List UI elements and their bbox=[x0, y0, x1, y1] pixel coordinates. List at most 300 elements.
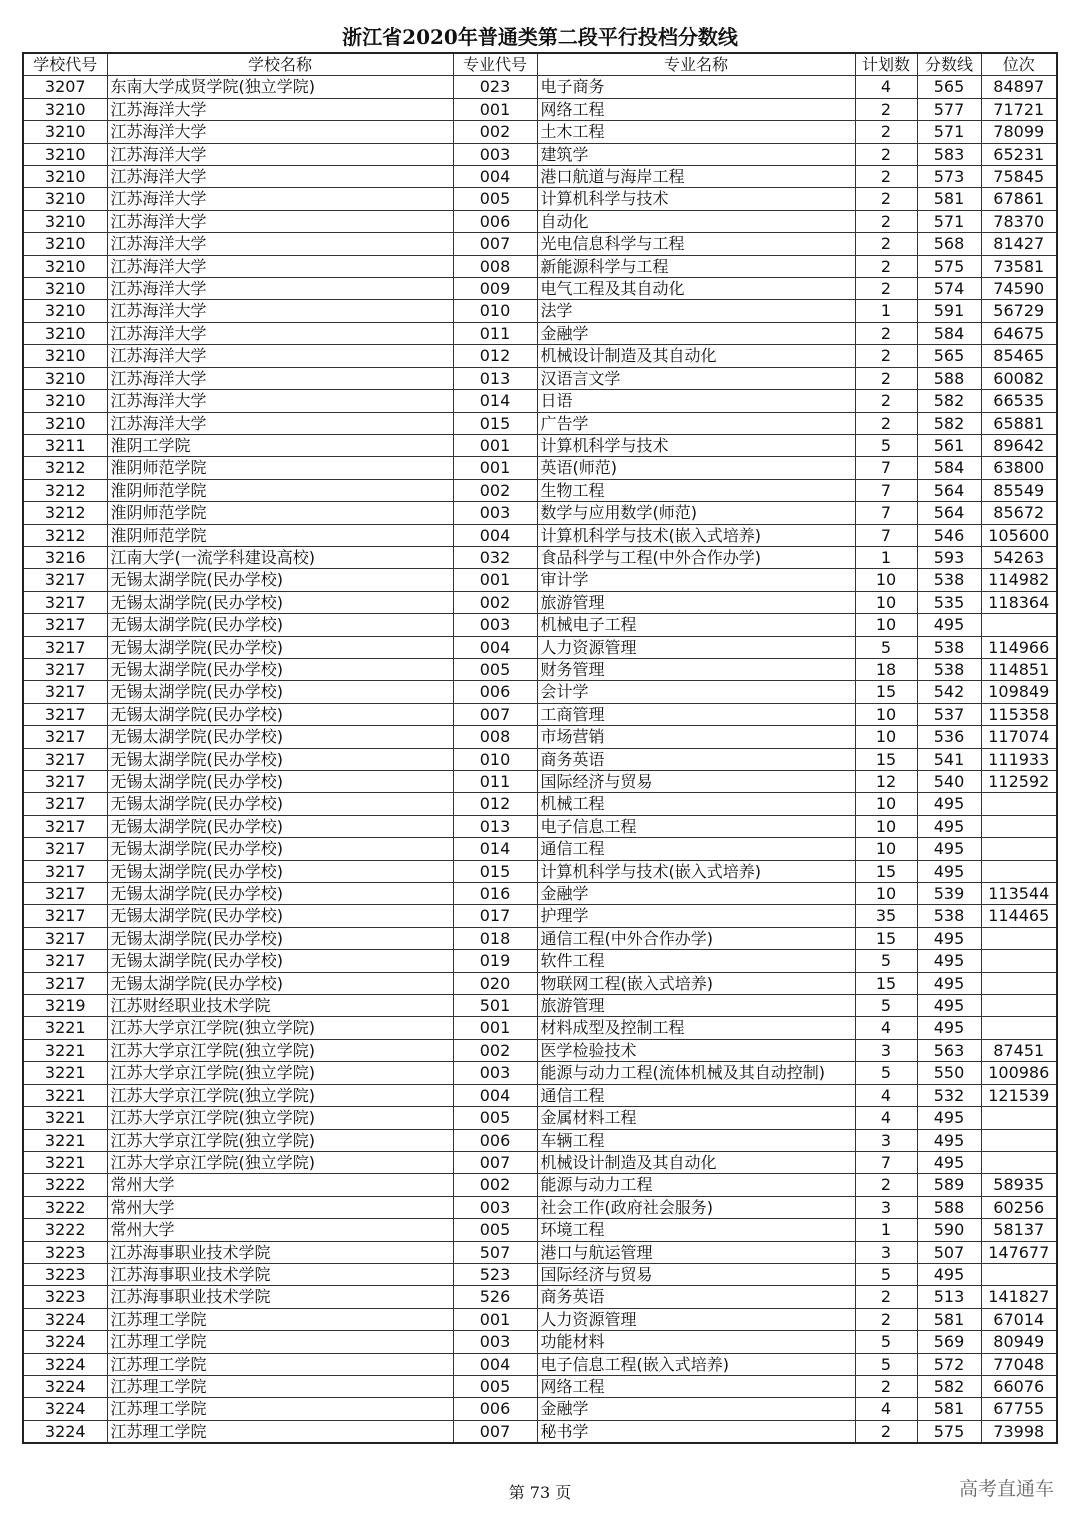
school-code-cell: 3212 bbox=[23, 479, 107, 501]
watermark: 高考直通车 bbox=[958, 1478, 1054, 1500]
school-name-cell: 无锡太湖学院(民办学校) bbox=[107, 793, 453, 815]
major-code-cell: 014 bbox=[453, 838, 537, 860]
school-name-cell: 江南大学(一流学科建设高校) bbox=[107, 546, 453, 568]
major-name-cell: 电子信息工程 bbox=[537, 815, 855, 837]
table-row bbox=[23, 166, 1057, 188]
score-line-cell: 583 bbox=[917, 143, 981, 165]
plan-count-cell: 5 bbox=[855, 1331, 917, 1353]
major-code-cell: 526 bbox=[453, 1286, 537, 1308]
rank-cell: 56729 bbox=[981, 300, 1057, 322]
score-line-cell: 593 bbox=[917, 546, 981, 568]
school-code-cell: 3210 bbox=[23, 210, 107, 232]
score-line-cell: 581 bbox=[917, 1308, 981, 1330]
table-row bbox=[23, 838, 1057, 860]
major-name-cell: 新能源科学与工程 bbox=[537, 255, 855, 277]
school-code-cell: 3217 bbox=[23, 636, 107, 658]
rank-cell: 74590 bbox=[981, 278, 1057, 300]
major-name-cell: 自动化 bbox=[537, 210, 855, 232]
table-row bbox=[23, 300, 1057, 322]
col-score-line: 分数线 bbox=[917, 53, 981, 76]
plan-count-cell: 5 bbox=[855, 1062, 917, 1084]
major-name-cell: 网络工程 bbox=[537, 1375, 855, 1397]
major-code-cell: 001 bbox=[453, 569, 537, 591]
rank-cell: 58935 bbox=[981, 1174, 1057, 1196]
rank-cell bbox=[981, 838, 1057, 860]
major-code-cell: 523 bbox=[453, 1263, 537, 1285]
score-line-cell: 532 bbox=[917, 1084, 981, 1106]
school-code-cell: 3217 bbox=[23, 838, 107, 860]
school-code-cell: 3223 bbox=[23, 1241, 107, 1263]
school-name-cell: 江苏大学京江学院(独立学院) bbox=[107, 1129, 453, 1151]
major-name-cell: 财务管理 bbox=[537, 658, 855, 680]
school-code-cell: 3210 bbox=[23, 345, 107, 367]
school-code-cell: 3217 bbox=[23, 860, 107, 882]
table-row bbox=[23, 1174, 1057, 1196]
score-line-cell: 577 bbox=[917, 98, 981, 120]
school-name-cell: 江苏海洋大学 bbox=[107, 210, 453, 232]
major-name-cell: 计算机科学与技术 bbox=[537, 188, 855, 210]
major-name-cell: 法学 bbox=[537, 300, 855, 322]
plan-count-cell: 5 bbox=[855, 636, 917, 658]
rank-cell: 75845 bbox=[981, 166, 1057, 188]
major-name-cell: 网络工程 bbox=[537, 98, 855, 120]
table-row bbox=[23, 748, 1057, 770]
score-line-cell: 495 bbox=[917, 614, 981, 636]
school-name-cell: 江苏海洋大学 bbox=[107, 233, 453, 255]
school-name-cell: 常州大学 bbox=[107, 1174, 453, 1196]
school-name-cell: 江苏理工学院 bbox=[107, 1331, 453, 1353]
table-row bbox=[23, 1263, 1057, 1285]
score-line-cell: 582 bbox=[917, 390, 981, 412]
table-row bbox=[23, 771, 1057, 793]
score-line-cell: 495 bbox=[917, 793, 981, 815]
major-code-cell: 006 bbox=[453, 210, 537, 232]
major-name-cell: 金融学 bbox=[537, 1398, 855, 1420]
plan-count-cell: 4 bbox=[855, 1107, 917, 1129]
rank-cell: 78099 bbox=[981, 121, 1057, 143]
plan-count-cell: 2 bbox=[855, 278, 917, 300]
score-line-cell: 513 bbox=[917, 1286, 981, 1308]
major-code-cell: 002 bbox=[453, 121, 537, 143]
rank-cell: 105600 bbox=[981, 524, 1057, 546]
major-name-cell: 能源与动力工程(流体机械及其自动控制) bbox=[537, 1062, 855, 1084]
school-name-cell: 常州大学 bbox=[107, 1219, 453, 1241]
rank-cell: 73581 bbox=[981, 255, 1057, 277]
major-name-cell: 机械工程 bbox=[537, 793, 855, 815]
school-code-cell: 3212 bbox=[23, 524, 107, 546]
major-code-cell: 007 bbox=[453, 1151, 537, 1173]
table-row bbox=[23, 591, 1057, 613]
major-name-cell: 港口航道与海岸工程 bbox=[537, 166, 855, 188]
school-name-cell: 无锡太湖学院(民办学校) bbox=[107, 636, 453, 658]
major-code-cell: 013 bbox=[453, 367, 537, 389]
major-name-cell: 金融学 bbox=[537, 322, 855, 344]
major-name-cell: 电子信息工程(嵌入式培养) bbox=[537, 1353, 855, 1375]
major-code-cell: 007 bbox=[453, 1420, 537, 1443]
plan-count-cell: 2 bbox=[855, 412, 917, 434]
page-title: 浙江省2020年普通类第二段平行投档分数线 bbox=[342, 25, 738, 49]
school-code-cell: 3217 bbox=[23, 703, 107, 725]
rank-cell: 60082 bbox=[981, 367, 1057, 389]
major-code-cell: 010 bbox=[453, 300, 537, 322]
score-line-cell: 568 bbox=[917, 233, 981, 255]
school-code-cell: 3217 bbox=[23, 883, 107, 905]
school-name-cell: 无锡太湖学院(民办学校) bbox=[107, 614, 453, 636]
school-code-cell: 3217 bbox=[23, 927, 107, 949]
rank-cell: 85549 bbox=[981, 479, 1057, 501]
major-name-cell: 功能材料 bbox=[537, 1331, 855, 1353]
score-line-cell: 507 bbox=[917, 1241, 981, 1263]
col-major-code: 专业代号 bbox=[453, 53, 537, 76]
rank-cell bbox=[981, 1263, 1057, 1285]
col-plan-count: 计划数 bbox=[855, 53, 917, 76]
school-name-cell: 淮阴师范学院 bbox=[107, 524, 453, 546]
major-code-cell: 023 bbox=[453, 76, 537, 98]
major-code-cell: 002 bbox=[453, 1174, 537, 1196]
score-line-cell: 541 bbox=[917, 748, 981, 770]
major-name-cell: 旅游管理 bbox=[537, 995, 855, 1017]
major-name-cell: 机械设计制造及其自动化 bbox=[537, 1151, 855, 1173]
plan-count-cell: 15 bbox=[855, 681, 917, 703]
school-name-cell: 无锡太湖学院(民办学校) bbox=[107, 703, 453, 725]
school-name-cell: 东南大学成贤学院(独立学院) bbox=[107, 76, 453, 98]
school-code-cell: 3217 bbox=[23, 793, 107, 815]
school-code-cell: 3221 bbox=[23, 1107, 107, 1129]
plan-count-cell: 10 bbox=[855, 815, 917, 837]
major-name-cell: 计算机科学与技术 bbox=[537, 434, 855, 456]
major-code-cell: 007 bbox=[453, 703, 537, 725]
school-name-cell: 无锡太湖学院(民办学校) bbox=[107, 883, 453, 905]
score-line-cell: 564 bbox=[917, 502, 981, 524]
rank-cell: 65231 bbox=[981, 143, 1057, 165]
plan-count-cell: 12 bbox=[855, 771, 917, 793]
school-code-cell: 3217 bbox=[23, 726, 107, 748]
major-code-cell: 020 bbox=[453, 972, 537, 994]
plan-count-cell: 2 bbox=[855, 233, 917, 255]
major-code-cell: 006 bbox=[453, 1129, 537, 1151]
table-row bbox=[23, 569, 1057, 591]
school-code-cell: 3219 bbox=[23, 995, 107, 1017]
rank-cell bbox=[981, 1151, 1057, 1173]
school-name-cell: 江苏海洋大学 bbox=[107, 322, 453, 344]
plan-count-cell: 3 bbox=[855, 1241, 917, 1263]
major-code-cell: 003 bbox=[453, 1331, 537, 1353]
major-code-cell: 006 bbox=[453, 1398, 537, 1420]
school-code-cell: 3210 bbox=[23, 300, 107, 322]
score-line-cell: 538 bbox=[917, 636, 981, 658]
table-row bbox=[23, 233, 1057, 255]
score-line-cell: 537 bbox=[917, 703, 981, 725]
table-row bbox=[23, 121, 1057, 143]
school-code-cell: 3212 bbox=[23, 457, 107, 479]
rank-cell: 87451 bbox=[981, 1039, 1057, 1061]
school-code-cell: 3210 bbox=[23, 412, 107, 434]
major-code-cell: 006 bbox=[453, 681, 537, 703]
major-name-cell: 医学检验技术 bbox=[537, 1039, 855, 1061]
score-line-cell: 584 bbox=[917, 457, 981, 479]
school-name-cell: 无锡太湖学院(民办学校) bbox=[107, 569, 453, 591]
rank-cell bbox=[981, 860, 1057, 882]
rank-cell: 117074 bbox=[981, 726, 1057, 748]
score-line-cell: 542 bbox=[917, 681, 981, 703]
school-name-cell: 无锡太湖学院(民办学校) bbox=[107, 860, 453, 882]
score-line-cell: 535 bbox=[917, 591, 981, 613]
plan-count-cell: 2 bbox=[855, 143, 917, 165]
school-name-cell: 江苏理工学院 bbox=[107, 1308, 453, 1330]
table-row bbox=[23, 367, 1057, 389]
table-row bbox=[23, 703, 1057, 725]
plan-count-cell: 7 bbox=[855, 502, 917, 524]
plan-count-cell: 1 bbox=[855, 1219, 917, 1241]
school-code-cell: 3221 bbox=[23, 1017, 107, 1039]
school-name-cell: 江苏理工学院 bbox=[107, 1398, 453, 1420]
school-name-cell: 江苏海洋大学 bbox=[107, 278, 453, 300]
plan-count-cell: 5 bbox=[855, 1353, 917, 1375]
table-row bbox=[23, 614, 1057, 636]
plan-count-cell: 18 bbox=[855, 658, 917, 680]
major-code-cell: 019 bbox=[453, 950, 537, 972]
plan-count-cell: 2 bbox=[855, 121, 917, 143]
score-line-cell: 538 bbox=[917, 658, 981, 680]
score-line-cell: 539 bbox=[917, 883, 981, 905]
rank-cell bbox=[981, 1129, 1057, 1151]
plan-count-cell: 10 bbox=[855, 793, 917, 815]
major-code-cell: 003 bbox=[453, 614, 537, 636]
plan-count-cell: 2 bbox=[855, 390, 917, 412]
table-row bbox=[23, 255, 1057, 277]
table-row bbox=[23, 1308, 1057, 1330]
school-code-cell: 3221 bbox=[23, 1129, 107, 1151]
plan-count-cell: 15 bbox=[855, 748, 917, 770]
table-row bbox=[23, 1039, 1057, 1061]
major-name-cell: 车辆工程 bbox=[537, 1129, 855, 1151]
rank-cell: 100986 bbox=[981, 1062, 1057, 1084]
rank-cell: 64675 bbox=[981, 322, 1057, 344]
table-row bbox=[23, 502, 1057, 524]
plan-count-cell: 2 bbox=[855, 188, 917, 210]
table-row bbox=[23, 1107, 1057, 1129]
table-row bbox=[23, 434, 1057, 456]
score-line-cell: 538 bbox=[917, 569, 981, 591]
school-name-cell: 江苏大学京江学院(独立学院) bbox=[107, 1062, 453, 1084]
table-row bbox=[23, 546, 1057, 568]
score-line-cell: 540 bbox=[917, 771, 981, 793]
rank-cell bbox=[981, 793, 1057, 815]
plan-count-cell: 10 bbox=[855, 591, 917, 613]
plan-count-cell: 10 bbox=[855, 883, 917, 905]
plan-count-cell: 7 bbox=[855, 457, 917, 479]
table-row bbox=[23, 950, 1057, 972]
major-name-cell: 国际经济与贸易 bbox=[537, 771, 855, 793]
school-name-cell: 无锡太湖学院(民办学校) bbox=[107, 950, 453, 972]
school-name-cell: 江苏大学京江学院(独立学院) bbox=[107, 1107, 453, 1129]
score-line-cell: 575 bbox=[917, 1420, 981, 1443]
school-name-cell: 淮阴师范学院 bbox=[107, 479, 453, 501]
major-code-cell: 003 bbox=[453, 1062, 537, 1084]
school-name-cell: 江苏理工学院 bbox=[107, 1420, 453, 1443]
major-name-cell: 生物工程 bbox=[537, 479, 855, 501]
school-code-cell: 3224 bbox=[23, 1331, 107, 1353]
school-code-cell: 3217 bbox=[23, 614, 107, 636]
score-line-cell: 590 bbox=[917, 1219, 981, 1241]
plan-count-cell: 1 bbox=[855, 546, 917, 568]
rank-cell: 109849 bbox=[981, 681, 1057, 703]
plan-count-cell: 3 bbox=[855, 1196, 917, 1218]
rank-cell: 67755 bbox=[981, 1398, 1057, 1420]
school-code-cell: 3210 bbox=[23, 255, 107, 277]
score-line-cell: 573 bbox=[917, 166, 981, 188]
plan-count-cell: 1 bbox=[855, 300, 917, 322]
school-name-cell: 江苏海洋大学 bbox=[107, 255, 453, 277]
major-code-cell: 003 bbox=[453, 502, 537, 524]
table-header-row bbox=[23, 53, 1057, 76]
plan-count-cell: 10 bbox=[855, 838, 917, 860]
rank-cell: 147677 bbox=[981, 1241, 1057, 1263]
plan-count-cell: 4 bbox=[855, 1084, 917, 1106]
table-row bbox=[23, 1241, 1057, 1263]
rank-cell: 114982 bbox=[981, 569, 1057, 591]
table-row bbox=[23, 972, 1057, 994]
school-name-cell: 淮阴师范学院 bbox=[107, 457, 453, 479]
major-code-cell: 007 bbox=[453, 233, 537, 255]
table-row bbox=[23, 1151, 1057, 1173]
major-name-cell: 日语 bbox=[537, 390, 855, 412]
major-code-cell: 004 bbox=[453, 166, 537, 188]
school-code-cell: 3210 bbox=[23, 278, 107, 300]
table-row bbox=[23, 143, 1057, 165]
major-name-cell: 光电信息科学与工程 bbox=[537, 233, 855, 255]
school-code-cell: 3212 bbox=[23, 502, 107, 524]
school-code-cell: 3211 bbox=[23, 434, 107, 456]
major-name-cell: 数学与应用数学(师范) bbox=[537, 502, 855, 524]
score-line-cell: 546 bbox=[917, 524, 981, 546]
major-name-cell: 护理学 bbox=[537, 905, 855, 927]
rank-cell: 113544 bbox=[981, 883, 1057, 905]
school-code-cell: 3224 bbox=[23, 1398, 107, 1420]
rank-cell: 115358 bbox=[981, 703, 1057, 725]
rank-cell: 58137 bbox=[981, 1219, 1057, 1241]
rank-cell: 89642 bbox=[981, 434, 1057, 456]
school-name-cell: 无锡太湖学院(民办学校) bbox=[107, 726, 453, 748]
major-code-cell: 002 bbox=[453, 591, 537, 613]
table-row bbox=[23, 1129, 1057, 1151]
plan-count-cell: 5 bbox=[855, 434, 917, 456]
school-code-cell: 3222 bbox=[23, 1219, 107, 1241]
school-code-cell: 3217 bbox=[23, 815, 107, 837]
rank-cell bbox=[981, 927, 1057, 949]
rank-cell: 121539 bbox=[981, 1084, 1057, 1106]
major-name-cell: 金属材料工程 bbox=[537, 1107, 855, 1129]
major-code-cell: 015 bbox=[453, 860, 537, 882]
table-row bbox=[23, 210, 1057, 232]
school-name-cell: 江苏海事职业技术学院 bbox=[107, 1286, 453, 1308]
school-name-cell: 江苏大学京江学院(独立学院) bbox=[107, 1151, 453, 1173]
table-row bbox=[23, 793, 1057, 815]
school-name-cell: 无锡太湖学院(民办学校) bbox=[107, 771, 453, 793]
score-line-cell: 495 bbox=[917, 1263, 981, 1285]
table-row bbox=[23, 815, 1057, 837]
plan-count-cell: 15 bbox=[855, 927, 917, 949]
school-code-cell: 3210 bbox=[23, 322, 107, 344]
col-school-code: 学校代号 bbox=[23, 53, 107, 76]
rank-cell: 67861 bbox=[981, 188, 1057, 210]
school-code-cell: 3210 bbox=[23, 166, 107, 188]
major-name-cell: 能源与动力工程 bbox=[537, 1174, 855, 1196]
score-line-cell: 589 bbox=[917, 1174, 981, 1196]
major-name-cell: 港口与航运管理 bbox=[537, 1241, 855, 1263]
rank-cell: 66076 bbox=[981, 1375, 1057, 1397]
plan-count-cell: 5 bbox=[855, 1263, 917, 1285]
table-row bbox=[23, 345, 1057, 367]
major-name-cell: 环境工程 bbox=[537, 1219, 855, 1241]
table-row bbox=[23, 905, 1057, 927]
plan-count-cell: 2 bbox=[855, 210, 917, 232]
table-row bbox=[23, 457, 1057, 479]
school-name-cell: 江苏海事职业技术学院 bbox=[107, 1263, 453, 1285]
score-line-cell: 495 bbox=[917, 1129, 981, 1151]
major-name-cell: 国际经济与贸易 bbox=[537, 1263, 855, 1285]
plan-count-cell: 10 bbox=[855, 726, 917, 748]
score-line-cell: 575 bbox=[917, 255, 981, 277]
school-name-cell: 无锡太湖学院(民办学校) bbox=[107, 681, 453, 703]
plan-count-cell: 2 bbox=[855, 345, 917, 367]
major-code-cell: 012 bbox=[453, 345, 537, 367]
major-name-cell: 通信工程 bbox=[537, 838, 855, 860]
major-name-cell: 旅游管理 bbox=[537, 591, 855, 613]
school-name-cell: 淮阴工学院 bbox=[107, 434, 453, 456]
rank-cell: 63800 bbox=[981, 457, 1057, 479]
school-name-cell: 无锡太湖学院(民办学校) bbox=[107, 658, 453, 680]
plan-count-cell: 2 bbox=[855, 367, 917, 389]
school-code-cell: 3210 bbox=[23, 98, 107, 120]
major-name-cell: 材料成型及控制工程 bbox=[537, 1017, 855, 1039]
school-name-cell: 无锡太湖学院(民办学校) bbox=[107, 748, 453, 770]
rank-cell: 60256 bbox=[981, 1196, 1057, 1218]
table-row bbox=[23, 1062, 1057, 1084]
table-row bbox=[23, 860, 1057, 882]
rank-cell bbox=[981, 1107, 1057, 1129]
school-name-cell: 江苏海洋大学 bbox=[107, 98, 453, 120]
school-code-cell: 3217 bbox=[23, 569, 107, 591]
major-code-cell: 016 bbox=[453, 883, 537, 905]
school-code-cell: 3223 bbox=[23, 1263, 107, 1285]
school-name-cell: 江苏海洋大学 bbox=[107, 367, 453, 389]
score-line-cell: 569 bbox=[917, 1331, 981, 1353]
school-code-cell: 3224 bbox=[23, 1353, 107, 1375]
school-code-cell: 3217 bbox=[23, 748, 107, 770]
rank-cell: 114966 bbox=[981, 636, 1057, 658]
school-name-cell: 江苏理工学院 bbox=[107, 1353, 453, 1375]
rank-cell: 118364 bbox=[981, 591, 1057, 613]
rank-cell: 73998 bbox=[981, 1420, 1057, 1443]
school-code-cell: 3224 bbox=[23, 1308, 107, 1330]
plan-count-cell: 2 bbox=[855, 1420, 917, 1443]
table-row bbox=[23, 1219, 1057, 1241]
school-name-cell: 江苏海洋大学 bbox=[107, 300, 453, 322]
score-line-cell: 565 bbox=[917, 76, 981, 98]
table-row bbox=[23, 927, 1057, 949]
rank-cell: 65881 bbox=[981, 412, 1057, 434]
school-name-cell: 无锡太湖学院(民办学校) bbox=[107, 927, 453, 949]
score-line-cell: 495 bbox=[917, 1107, 981, 1129]
major-code-cell: 018 bbox=[453, 927, 537, 949]
school-code-cell: 3210 bbox=[23, 233, 107, 255]
school-code-cell: 3217 bbox=[23, 950, 107, 972]
school-code-cell: 3207 bbox=[23, 76, 107, 98]
school-code-cell: 3221 bbox=[23, 1151, 107, 1173]
school-code-cell: 3217 bbox=[23, 905, 107, 927]
plan-count-cell: 10 bbox=[855, 703, 917, 725]
